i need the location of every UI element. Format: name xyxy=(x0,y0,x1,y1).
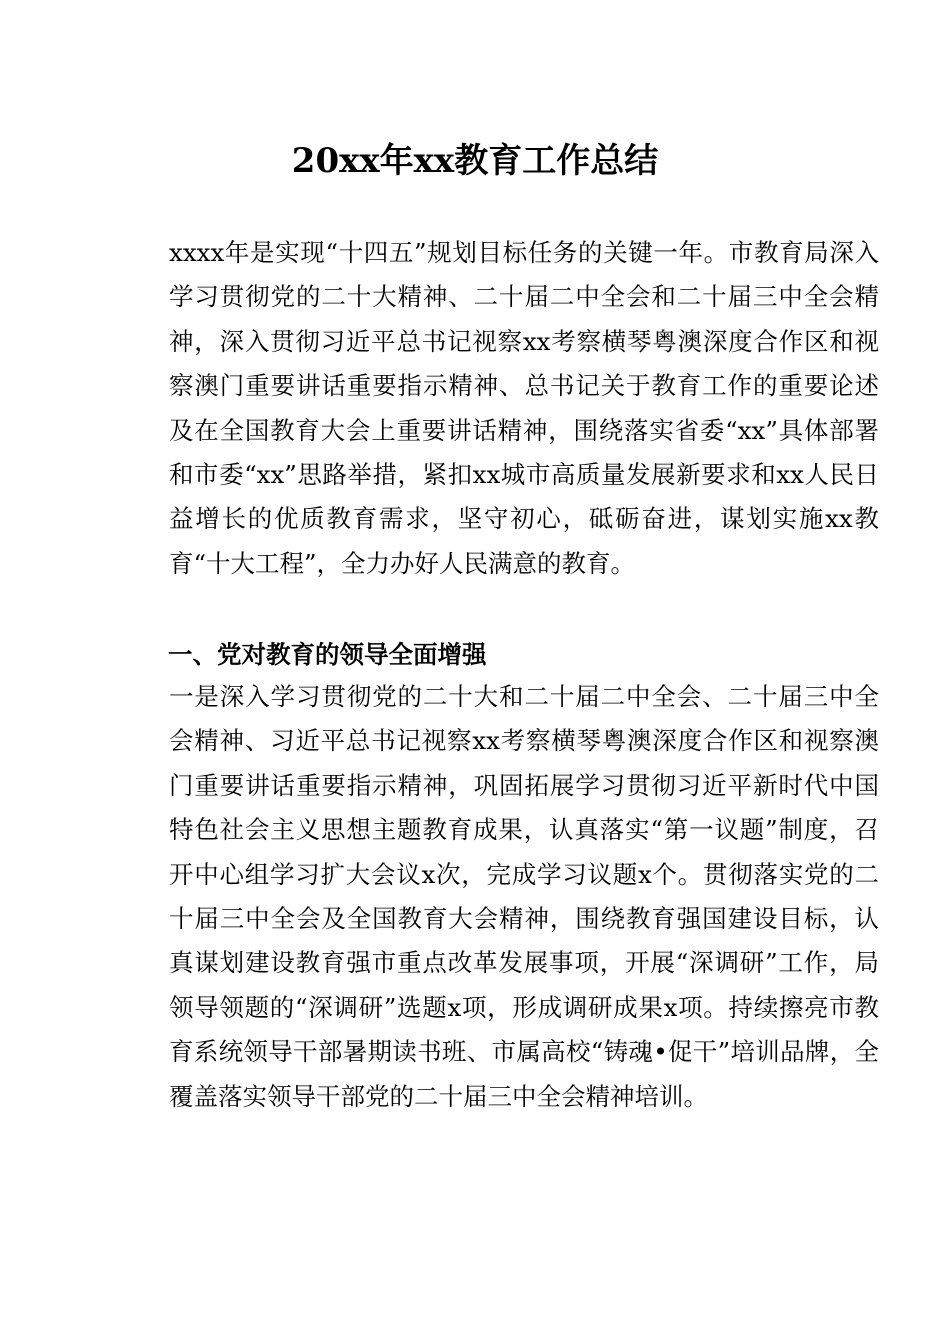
section-paragraph: 一是深入学习贯彻党的二十大和二十届二中全会、二十届三中全会精神、习近平总书记视察xx考察横琴粤澳深度合作区和视察澳门重要讲话重要指示精神，巩固拓展学习贯彻习近平新时代中国特色社会主义思想主题教育成果，认真落实“第一议题”制度，召开中心组学习扩大会议x次，完成学习议题x个。贯彻落实党的二十届三中全会及全国教育大会精神，围绕教育强国建设目标，认真谋划建设教育强市重点改革发展事项，开展“深调研”工作，局领导领题的“深调研”选题x项，形成调研成果x项。持续擦亮市教育系统领导干部暑期读书班、市属高校“铸魂•促干”培训品牌，全覆盖落实领导干部党的二十届三中全会精神培训。 xyxy=(169,682,879,1111)
section-heading: 一、党对教育的领导全面增强 xyxy=(168,640,487,669)
document-title: 20xx年xx教育工作总结 xyxy=(291,141,659,181)
intro-paragraph: xxxx年是实现“十四五”规划目标任务的关键一年。市教育局深入学习贯彻党的二十大精神、二十届二中全会和二十届三中全会精神，深入贯彻习近平总书记视察xx考察横琴粤澳深度合作区和视察澳门重要讲话重要指示精神、总书记关于教育工作的重要论述及在全国教育大会上重要讲话精神，围绕落实省委“xx”具体部署和市委“xx”思路举措，紧扣xx城市高质量发展新要求和xx人民日益增长的优质教育需求，坚守初心，砥砺奋进，谋划实施xx教育“十大工程”，全力办好人民满意的教育。 xyxy=(169,238,879,578)
